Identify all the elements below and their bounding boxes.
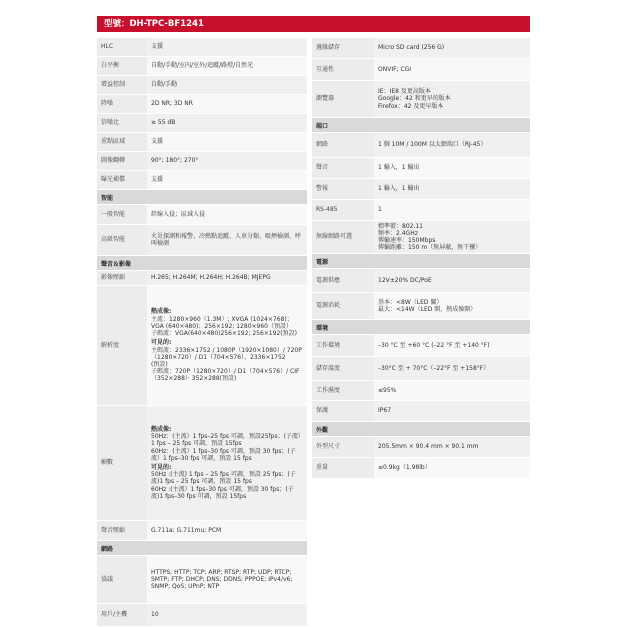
spec-value-text: ≤95% [378,386,397,394]
spec-label: 工作濕度 [312,381,374,400]
spec-value-text: IE：IE8 及更高版本 Google：42 和更早的版本 Firefox：42 及更早版本 [378,88,451,110]
spec-row [97,133,307,152]
spec-value [147,171,167,189]
section-header: 網路 [97,541,307,556]
spec-label: 解析度 [97,286,147,405]
spec-label: 無線網路可選 [312,221,374,253]
section-header: 智能 [97,190,307,205]
spec-value-text: ≤0.9kg（1.98lb） [378,464,431,472]
spec-value [147,57,257,75]
spec-value [374,133,490,157]
spec-value-text: 標準號：802.11 頻率：2.4GHz 傳輸速率：150Mbps 傳輸距離：150 m（無屏蔽，無干擾） [378,222,482,252]
spec-value-text: –30°C 至 + 70°C（–22°F 至 +158°F） [378,364,490,372]
section-header: 環境 [312,320,530,335]
spec-value-text: H.265; H.264M; H.264H; H.264B; MJEPG [151,274,271,282]
spec-table-right [312,38,530,479]
spec-table-left [97,38,307,627]
spec-value [374,335,494,356]
spec-label: 信噪比 [97,114,147,132]
spec-row [312,200,530,221]
spec-row [97,604,307,627]
spec-value [147,114,179,132]
spec-value-text: ONVIF; CGI [378,65,412,73]
spec-value-text: 基本：<8W（LED 關） 最大：<14W（LED 開，熱成像開） [378,298,477,313]
spec-title-banner: 型號：DH-TPC-BF1241 [97,16,530,32]
spec-label: 用戶/主機 [97,604,147,626]
section-header: 外觀 [312,422,530,437]
spec-label: 高級智能 [97,225,147,255]
spec-value [374,221,485,253]
spec-value [147,604,163,626]
spec-row [312,38,530,59]
spec-value [374,158,423,178]
spec-label: 邊緣儲存 [312,38,374,58]
spec-row [97,556,307,604]
spec-label: 聲音 [312,158,374,178]
spec-row [312,133,530,158]
spec-value-text: 支援 [151,138,164,146]
section-header: 電源 [312,254,530,269]
spec-row [97,171,307,190]
spec-label: 協議 [97,556,147,603]
spec-value [374,293,480,319]
spec-label: 電源消耗 [312,293,374,319]
spec-value [374,81,455,117]
spec-value [147,76,181,94]
spec-value-text: 205.5mm × 90.4 mm × 90.1 mm [378,443,479,451]
spec-value [374,381,400,400]
spec-value [374,437,482,457]
spec-subheading: 可見的: [151,464,172,471]
spec-value-text: 支援 [151,43,164,51]
spec-label: 外型尺寸 [312,437,374,457]
spec-row [97,406,307,521]
spec-value-text: IP67 [378,407,392,415]
spec-row [97,286,307,406]
spec-label: 圖像翻轉 [97,152,147,170]
spec-value-text: 支援 [151,176,164,184]
spec-value [374,357,493,380]
spec-label: 保護 [312,401,374,421]
spec-subheading: 熱成像: [151,308,172,316]
spec-value [374,401,395,421]
spec-value [147,521,225,540]
spec-value-text: 火災探測和報警、冷熱點追蹤、人車分類、吸煙檢測、呼叫檢測 [151,232,302,247]
spec-row [312,221,530,254]
spec-value-text: 自動/手動/室內/室外/追蹤/路燈/自然光 [151,62,254,70]
spec-row [97,38,307,57]
spec-value [147,95,197,113]
spec-label: 重量 [312,458,374,478]
spec-label: 一般智能 [97,205,147,224]
spec-value [374,269,436,292]
spec-label: 重點區域 [97,133,147,151]
spec-value-text: 主碼流：2336×1752 / 1080P（1920×1080）/ 720P（1280×720）/ D1（704×576）、2336×1752 (預設) 子碼流：720P（1280×720）/ D1（704×576）/ CIF（352×288）· 352×288(預設) [151,346,302,383]
spec-row [97,57,307,76]
spec-value [147,406,307,520]
spec-subheading: 可見的: [151,339,172,347]
spec-value [374,59,415,80]
spec-row [312,293,530,320]
spec-value-text: 1 [378,206,382,214]
spec-row [312,437,530,458]
spec-label: 白平衡 [97,57,147,75]
spec-row [97,152,307,171]
spec-label: 互通性 [312,59,374,80]
section-header: 聲音＆影像 [97,256,307,271]
spec-label: 聲音壓縮 [97,521,147,540]
spec-value-text: 50Hz :(主流) 1 fps – 25 fps 可調，預設 25 fps；(子流)1 fps – 25 fps 可調，預設 15 fps 60Hz :(主流）1 fps–30 fps 可調，預設 30 fps；(子流)1 fps–30 fps 可調，預設 15fps [151,471,296,500]
spec-row [97,114,307,133]
spec-value [147,38,167,56]
spec-value-text: Micro SD card (256 G) [378,44,445,52]
spec-value-text: G.711a; G.711mu; PCM [151,526,222,534]
spec-value-text: 10 [151,611,159,619]
spec-label: 電源供應 [312,269,374,292]
spec-value [147,286,307,405]
spec-value [374,179,423,199]
spec-row [312,158,530,179]
spec-label: 幀數 [97,406,147,520]
spec-label: RS-485 [312,200,374,220]
spec-subheading: 熱成像: [151,425,172,433]
spec-label: HLC [97,38,147,56]
spec-row [312,59,530,81]
spec-label: 影像壓縮 [97,271,147,285]
spec-label: 儲存溫度 [312,357,374,380]
spec-row [312,458,530,479]
spec-value-text: 絆線入侵；區域入侵 [151,210,206,218]
spec-label: 工作環境 [312,335,374,356]
spec-value-text: 2D NR; 3D NR [151,100,193,108]
spec-row [312,357,530,381]
spec-value-text: 90°; 180°; 270° [151,157,199,165]
spec-value [374,458,435,478]
spec-value [147,205,209,224]
spec-label: 降噪 [97,95,147,113]
spec-row [97,95,307,114]
spec-value [374,200,386,220]
spec-value [147,152,202,170]
spec-value-text: 1 輸入，1 輸出 [378,164,420,172]
spec-value-text: 12V±20% DC/PoE [378,276,432,284]
spec-row [312,381,530,401]
spec-value-text: 1 輸入，1 輸出 [378,185,420,193]
spec-row [312,335,530,357]
spec-value [147,225,307,255]
spec-row [312,401,530,422]
section-header: 端口 [312,118,530,133]
spec-value [147,556,307,603]
spec-value [374,38,448,58]
spec-value [147,271,275,285]
spec-value-text: 主流：1280×960（1.3M）; XVGA (1024×768)；VGA (640×480)；256×192; 1280×960（預設） 子碼流：VGA(640×480)256×192; 256×192(預設) [151,315,297,338]
spec-label: 瀏覽器 [312,81,374,117]
spec-row [312,81,530,118]
spec-label: 警報 [312,179,374,199]
spec-row [97,76,307,95]
spec-row [312,269,530,293]
spec-value-text: 1 個 10M / 100M 以太網端口（RJ-45） [378,141,487,149]
spec-value-text: ≥ 55 dB [151,119,176,127]
spec-value [147,133,167,151]
spec-row [312,179,530,200]
spec-row [97,271,307,286]
spec-row [97,225,307,256]
spec-row [97,205,307,225]
spec-label: 曝光補償 [97,171,147,189]
spec-value-text: HTTPS; HTTP; TCP; ARP; RTSP; RTP; UDP; RTCP; SMTP; FTP; DHCP; DNS; DDNS; PPPOE; IPv4/v6; SNMP; QoS; UPnP; NTP [151,568,293,591]
spec-label: 增益控制 [97,76,147,94]
spec-value-text: 自動/手動 [151,81,178,89]
spec-row [97,521,307,541]
spec-value-text: 50Hz：(主流）1 fps–25 fps 可調，預設25fps；(子流）1 fps – 25 fps 可調，預設 15fps 60Hz：(主流）1 fps–30 fps 可調，預設 30 fps；(子流）1 fps–30 fps 可調，預設 15 fps [151,433,301,462]
spec-label: 網路 [312,133,374,157]
spec-value-text: –30 °C 至 +60 °C (–22 °F 至 +140 °F) [378,341,490,349]
